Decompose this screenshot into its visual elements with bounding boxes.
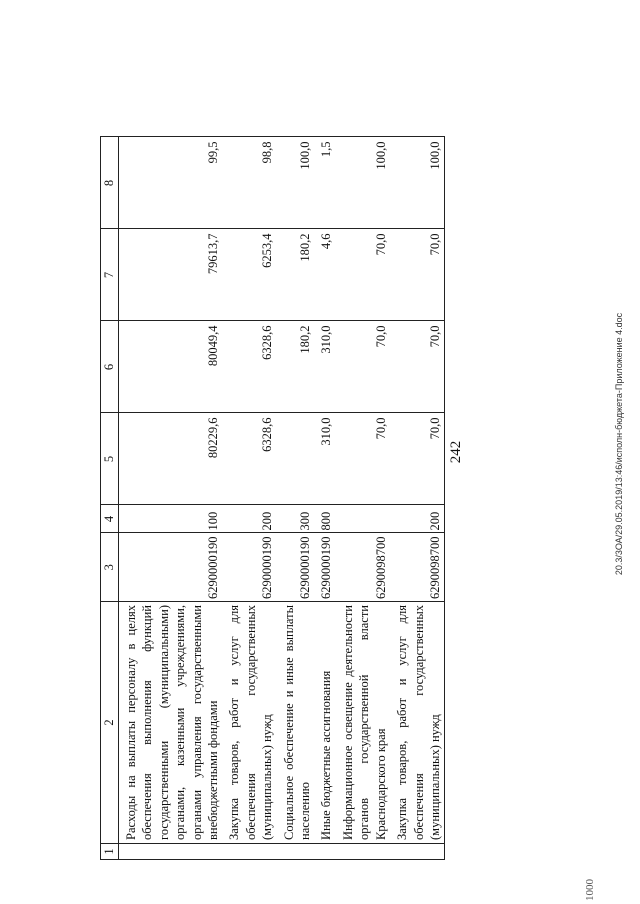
execution-percent: 1,5 [314, 137, 335, 229]
refined-amount: 6328,6 [222, 321, 276, 413]
expense-description: Информационное освещение деятельности органов государственной власти Краснодарского края [336, 602, 390, 844]
expense-type-code: 300 [277, 505, 315, 533]
expense-description: Закупка товаров, работ и услуг для обеспечения государственных (муниципальных) нужд [390, 602, 445, 844]
expense-description: Социальное обеспечение и иные выплаты населению [277, 602, 315, 844]
planned-amount: 310,0 [314, 413, 335, 505]
column-header-6: 6 [101, 321, 119, 413]
target-article-code: 6290098700 [390, 533, 445, 602]
column-header-2: 2 [101, 602, 119, 844]
executed-amount: 79613,7 [119, 229, 223, 321]
execution-percent: 100,0 [390, 137, 445, 229]
executed-amount: 4,6 [314, 229, 335, 321]
planned-amount: 6328,6 [222, 413, 276, 505]
target-article-code: 6290000190 [222, 533, 276, 602]
row-number-cell [314, 844, 335, 860]
column-header-3: 3 [101, 533, 119, 602]
execution-percent: 98,8 [222, 137, 276, 229]
row-number-cell [277, 844, 315, 860]
execution-percent: 99,5 [119, 137, 223, 229]
expense-type-code [336, 505, 390, 533]
expense-description: Закупка товаров, работ и услуг для обеспечения государственных (муниципальных) нужд [222, 602, 276, 844]
table-row [390, 137, 445, 860]
document-file-path: 20.3/3ОА/29.05.2019/13:46/исполн-бюджета-Приложение 4.doc [614, 312, 624, 576]
expense-description: Расходы на выплаты персоналу в целях обеспечения выполнения функций государственными (муниципальными) органами, казенными учреждениями, органами управления государственными внебюджетными фондами [119, 602, 223, 844]
table-row [222, 137, 276, 860]
expense-type-code: 100 [119, 505, 223, 533]
refined-amount: 70,0 [336, 321, 390, 413]
refined-amount: 310,0 [314, 321, 335, 413]
execution-percent: 100,0 [277, 137, 315, 229]
executed-amount: 70,0 [336, 229, 390, 321]
row-number-cell [390, 844, 445, 860]
planned-amount: 70,0 [390, 413, 445, 505]
row-number-cell [336, 844, 390, 860]
column-header-1: 1 [101, 844, 119, 860]
executed-amount: 70,0 [390, 229, 445, 321]
table-row [336, 137, 390, 860]
refined-amount: 80049,4 [119, 321, 223, 413]
refined-amount: 180,2 [277, 321, 315, 413]
expense-type-code: 200 [222, 505, 276, 533]
executed-amount: 180,2 [277, 229, 315, 321]
header-row [101, 137, 119, 860]
table-row [314, 137, 335, 860]
target-article-code: 6290000190 [119, 533, 223, 602]
table-row [119, 137, 223, 860]
expense-type-code: 800 [314, 505, 335, 533]
planned-amount [277, 413, 315, 505]
row-number-cell [222, 844, 276, 860]
table-header [101, 137, 119, 860]
table-body [119, 137, 445, 860]
column-header-4: 4 [101, 505, 119, 533]
page-number: 242 [448, 440, 464, 464]
column-header-8: 8 [101, 137, 119, 229]
planned-amount: 70,0 [336, 413, 390, 505]
planned-amount: 80229,6 [119, 413, 223, 505]
target-article-code: 6290000190 [314, 533, 335, 602]
table-row [277, 137, 315, 860]
target-article-code: 6290098700 [336, 533, 390, 602]
expense-type-code: 200 [390, 505, 445, 533]
column-header-5: 5 [101, 413, 119, 505]
expense-description: Иные бюджетные ассигнования [314, 602, 335, 844]
corner-number: 1000 [584, 879, 596, 901]
row-number-cell [119, 844, 223, 860]
execution-percent: 100,0 [336, 137, 390, 229]
column-header-7: 7 [101, 229, 119, 321]
budget-execution-table [100, 137, 445, 861]
refined-amount: 70,0 [390, 321, 445, 413]
target-article-code: 6290000190 [277, 533, 315, 602]
executed-amount: 6253,4 [222, 229, 276, 321]
